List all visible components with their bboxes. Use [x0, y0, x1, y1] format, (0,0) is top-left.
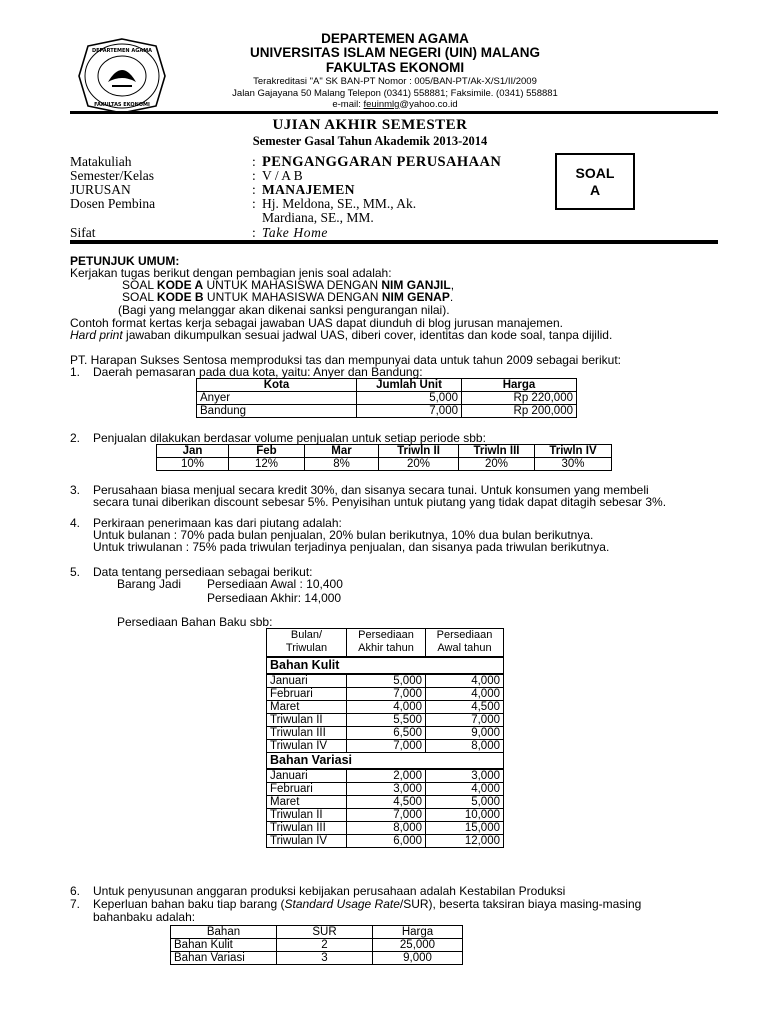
item-6-text: Untuk penyusunan anggaran produksi kebijakan perusahaan adalah Kestabilan Produksi [93, 884, 566, 898]
table-row: Triwulan II 5,500 7,000 [267, 713, 504, 726]
table-row: Maret 4,000 4,500 [267, 700, 504, 713]
exam-subtitle: Semester Gasal Tahun Akademik 2013-2014 [252, 134, 488, 148]
table-row: Triwulan III 6,500 9,000 [267, 726, 504, 739]
table-row: Januari 2,000 3,000 [267, 769, 504, 783]
soal-code: A [589, 182, 601, 198]
header-divider [70, 111, 718, 114]
table-row: Anyer 5,000 Rp 220,000 [197, 392, 577, 405]
header-university: UNIVERSITAS ISLAM NEGERI (UIN) MALANG [250, 45, 540, 60]
table-row: Triwulan IV 7,000 8,000 [267, 739, 504, 752]
university-logo [78, 38, 166, 114]
table-row: 10% 12% 8% 20% 20% 30% [157, 458, 612, 471]
item-3-line-2: secara tunai diberikan discount sebesar 5%. Penyisihan untuk piutang yang tidak dapat ditagih sebesar 3%. [93, 495, 667, 509]
table-row: Februari 7,000 4,000 [267, 687, 504, 700]
semester-value: V / A B [262, 168, 303, 183]
section-bahan-variasi: Bahan Variasi [267, 752, 504, 769]
major-value: MANAJEMEN [262, 182, 355, 197]
instruction-code-b: SOAL KODE B UNTUK MAHASISWA DENGAN NIM GENAP. [122, 290, 454, 304]
instruction-code-a: SOAL KODE A UNTUK MAHASISWA DENGAN NIM GANJIL, [122, 278, 455, 292]
section-bahan-kulit: Bahan Kulit [267, 657, 504, 674]
course-value: PENGANGGARAN PERUSAHAAN [262, 154, 502, 170]
inventory-table: Bulan/ Triwulan Persediaan Akhir tahun Persediaan Awal tahun Bahan Kulit Januari 5,000 4,000 Februari 7,000 4,000 Maret 4,000 4,500 Triwulan II 5,500 7,000 Triwulan III 6,500 9,000 Triwulan IV 7,000 8,000 Bahan Variasi Januari 2,000 3,000 Februari 3,000 4,000 Maret 4,500 5,000 Triwulan II 7,000 10,000 Triwulan III 8,000 15,000 Triwulan IV 6,000 12,000 [266, 628, 504, 848]
item-4-quarterly: Untuk triwulanan : 75% pada triwulan terjadinya penjualan, dan sisanya pada triwulan berikutnya. [93, 540, 610, 554]
table-row: Bahan Variasi 3 9,000 [171, 952, 463, 965]
instructions-intro: Kerjakan tugas berikut dengan pembagian jenis soal adalah: [70, 266, 392, 280]
header-accreditation: Terakreditasi "A" SK BAN-PT Nomor : 005/BAN-PT/Ak-X/S1/II/2009 [253, 76, 537, 87]
logo-text-top: DEPARTEMEN AGAMA [91, 48, 153, 54]
table-row: Triwulan III 8,000 15,000 [267, 822, 504, 835]
nature-label: Sifat [70, 225, 96, 240]
item-1-text: Daerah pemasaran pada dua kota, yaitu: Anyer dan Bandung: [93, 365, 423, 379]
instruction-hardprint: Hard print jawaban dikumpulkan sesuai jadwal UAS, diberi cover, identitas dan kode soal, tanpa dijilid. [70, 328, 613, 342]
email-domain: @yahoo.co.id [399, 99, 458, 110]
table-row: Bandung 7,000 Rp 200,000 [197, 405, 577, 418]
item-5-text: Data tentang persediaan sebagai berikut: [93, 565, 313, 579]
meta-divider [70, 240, 718, 244]
item-5-closing: Persediaan Akhir: 14,000 [207, 591, 342, 605]
header-address: Jalan Gajayana 50 Malang Telepon (0341) 558881; Faksimile. (0341) 558881 [232, 88, 558, 99]
lecturer-label: Dosen Pembina [70, 196, 156, 211]
header-email [160, 99, 630, 111]
exam-meta: Matakuliah : PENGANGGARAN PERUSAHAAN Semester/Kelas : V / A B JURUSAN : MANAJEMEN Dosen Pembina : Hj. Meldona, SE., MM., Ak. Mardiana, SE., MM. Sifat : Take Home [70, 154, 502, 240]
lecturer-value-2: Mardiana, SE., MM. [262, 210, 374, 225]
table-row: Triwulan II 7,000 10,000 [267, 809, 504, 822]
header-department: DEPARTEMEN AGAMA [321, 31, 469, 46]
period-table: Jan Feb Mar Triwln II Triwln III Triwln IV 10% 12% 8% 20% 20% 30% [156, 444, 612, 471]
email-link[interactable]: feuinmlg [363, 99, 400, 110]
instruction-sanction: (Bagi yang melanggar akan dikenai sanksi pengurangan nilai). [118, 303, 450, 317]
instructions-heading: PETUNJUK UMUM: [70, 254, 180, 268]
item-4-monthly: Untuk bulanan : 70% pada bulan penjualan, 20% bulan berikutnya, 10% dua bulan berikutnya. [93, 528, 594, 542]
semester-label: Semester/Kelas [70, 168, 154, 183]
header-faculty: FAKULTAS EKONOMI [325, 60, 465, 75]
item-5-opening: Persediaan Awal : 10,400 [207, 577, 343, 591]
table-row: Maret 4,500 5,000 [267, 796, 504, 809]
table-row: Triwulan IV 6,000 12,000 [267, 835, 504, 848]
material-table: Bahan SUR Harga Bahan Kulit 2 25,000 Bahan Variasi 3 9,000 [170, 925, 463, 965]
table-row: Bahan Kulit 2 25,000 [171, 939, 463, 952]
soal-code-box [555, 153, 635, 210]
city-table: Kota Jumlah Unit Harga Anyer 5,000 Rp 220,000 Bandung 7,000 Rp 200,000 [196, 378, 577, 418]
table-row: Februari 3,000 4,000 [267, 783, 504, 796]
item-4-text: Perkiraan penerimaan kas dari piutang adalah: [93, 516, 342, 530]
course-label: Matakuliah [70, 154, 132, 169]
item-5-goods: Barang Jadi [117, 577, 182, 591]
exam-title: UJIAN AKHIR SEMESTER [272, 117, 468, 133]
soal-label: SOAL [575, 165, 615, 181]
item-2-text: Penjualan dilakukan berdasar volume penjualan untuk setiap periode sbb: [93, 431, 486, 445]
major-label: JURUSAN [70, 182, 131, 197]
table-row: Januari 5,000 4,000 [267, 674, 504, 688]
lecturer-value-1: Hj. Meldona, SE., MM., Ak. [262, 196, 417, 211]
nature-value: Take Home [262, 225, 329, 240]
item-5-raw: Persediaan Bahan Baku sbb: [117, 615, 273, 629]
logo-text-bottom: FAKULTAS EKONOMI [94, 102, 150, 108]
instruction-format: Contoh format kertas kerja sebagai jawaban UAS dapat diunduh di blog jurusan manajemen. [70, 316, 563, 330]
email-label: e-mail: [332, 99, 364, 110]
item-7-text-2: bahanbaku adalah: [93, 910, 196, 924]
problem-intro: PT. Harapan Sukses Sentosa memproduksi tas dan mempunyai data untuk tahun 2009 sebagai berikut: [70, 353, 621, 367]
item-7-text: Keperluan bahan baku tiap barang (Standard Usage Rate/SUR), beserta taksiran biaya masing-masing [93, 897, 642, 911]
item-3-line-1: Perusahaan biasa menjual secara kredit 30%, dan sisanya secara tunai. Untuk konsumen yang membeli [93, 483, 649, 497]
